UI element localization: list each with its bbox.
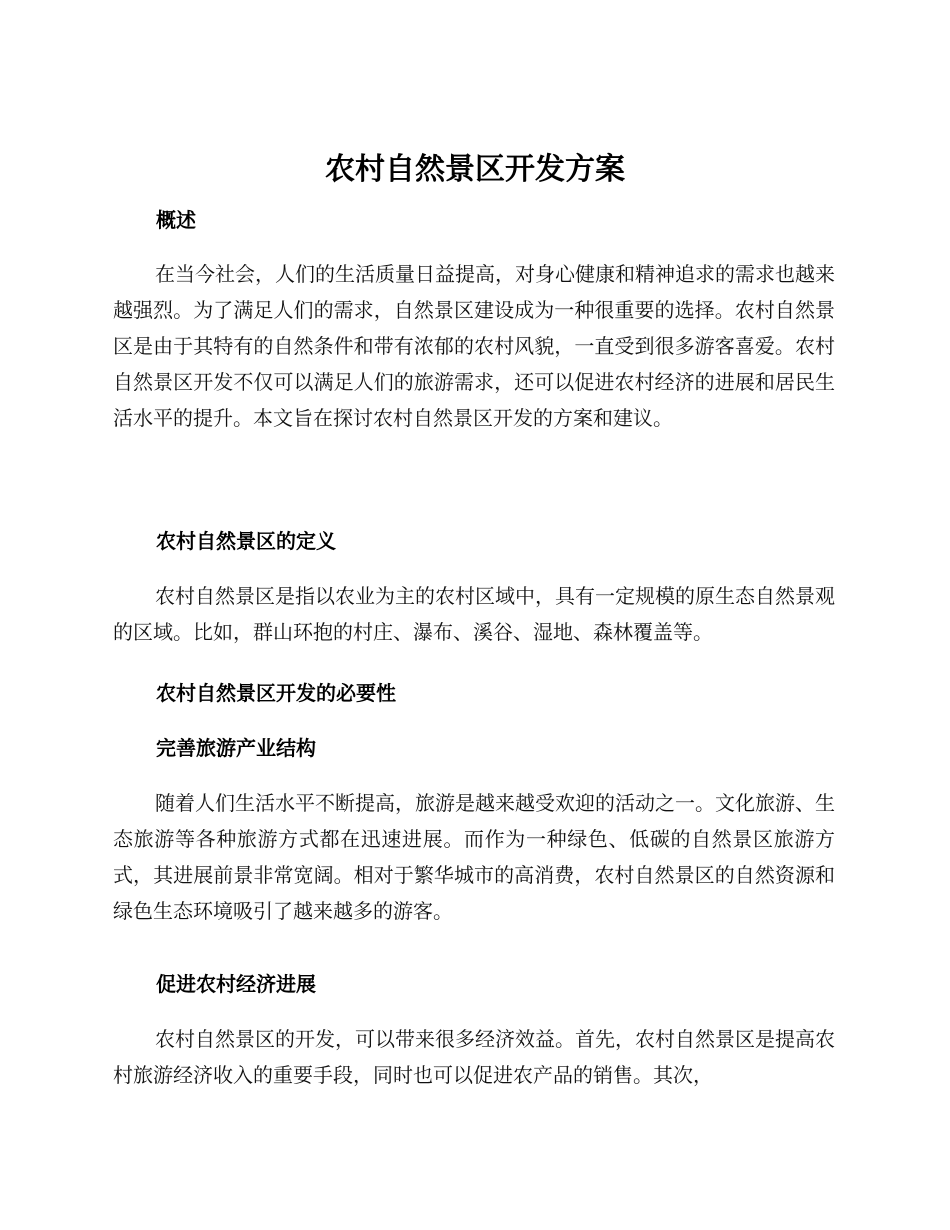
section-paragraph-definition: 农村自然景区是指以农业为主的农村区域中，具有一定规模的原生态自然景观的区域。比如，群山环抱的村庄、瀑布、溪谷、湿地、森林覆盖等。 [113, 584, 835, 644]
section-paragraph-overview: 在当今社会，人们的生活质量日益提高，对身心健康和精神追求的需求也越来越强烈。为了满足人们的需求，自然景区建设成为一种很重要的选择。农村自然景区是由于其特有的自然条件和带有浓郁的农村风貌，一直受到很多游客喜爱。农村自然景区开发不仅可以满足人们的旅游需求，还可以促进农村经济的进展和居民生活水平的提升。本文旨在探讨农村自然景区开发的方案和建议。 [113, 262, 835, 430]
section-heading-definition: 农村自然景区的定义 [156, 529, 336, 553]
document-title: 农村自然景区开发方案 [325, 152, 625, 187]
section-paragraph-tourism-structure: 随着人们生活水平不断提高，旅游是越来越受欢迎的活动之一。文化旅游、生态旅游等各种旅游方式都在迅速进展。而作为一种绿色、低碳的自然景区旅游方式，其进展前景非常宽阔。相对于繁华城市的高消费，农村自然景区的自然资源和绿色生态环境吸引了越来越多的游客。 [113, 791, 835, 923]
section-heading-tourism-structure: 完善旅游产业结构 [156, 736, 316, 760]
section-heading-rural-economy: 促进农村经济进展 [156, 972, 316, 996]
section-paragraph-rural-economy: 农村自然景区的开发，可以带来很多经济效益。首先，农村自然景区是提高农村旅游经济收入的重要手段，同时也可以促进农产品的销售。其次， [113, 1027, 835, 1087]
section-heading-necessity: 农村自然景区开发的必要性 [156, 681, 396, 705]
section-heading-overview: 概述 [156, 208, 196, 232]
